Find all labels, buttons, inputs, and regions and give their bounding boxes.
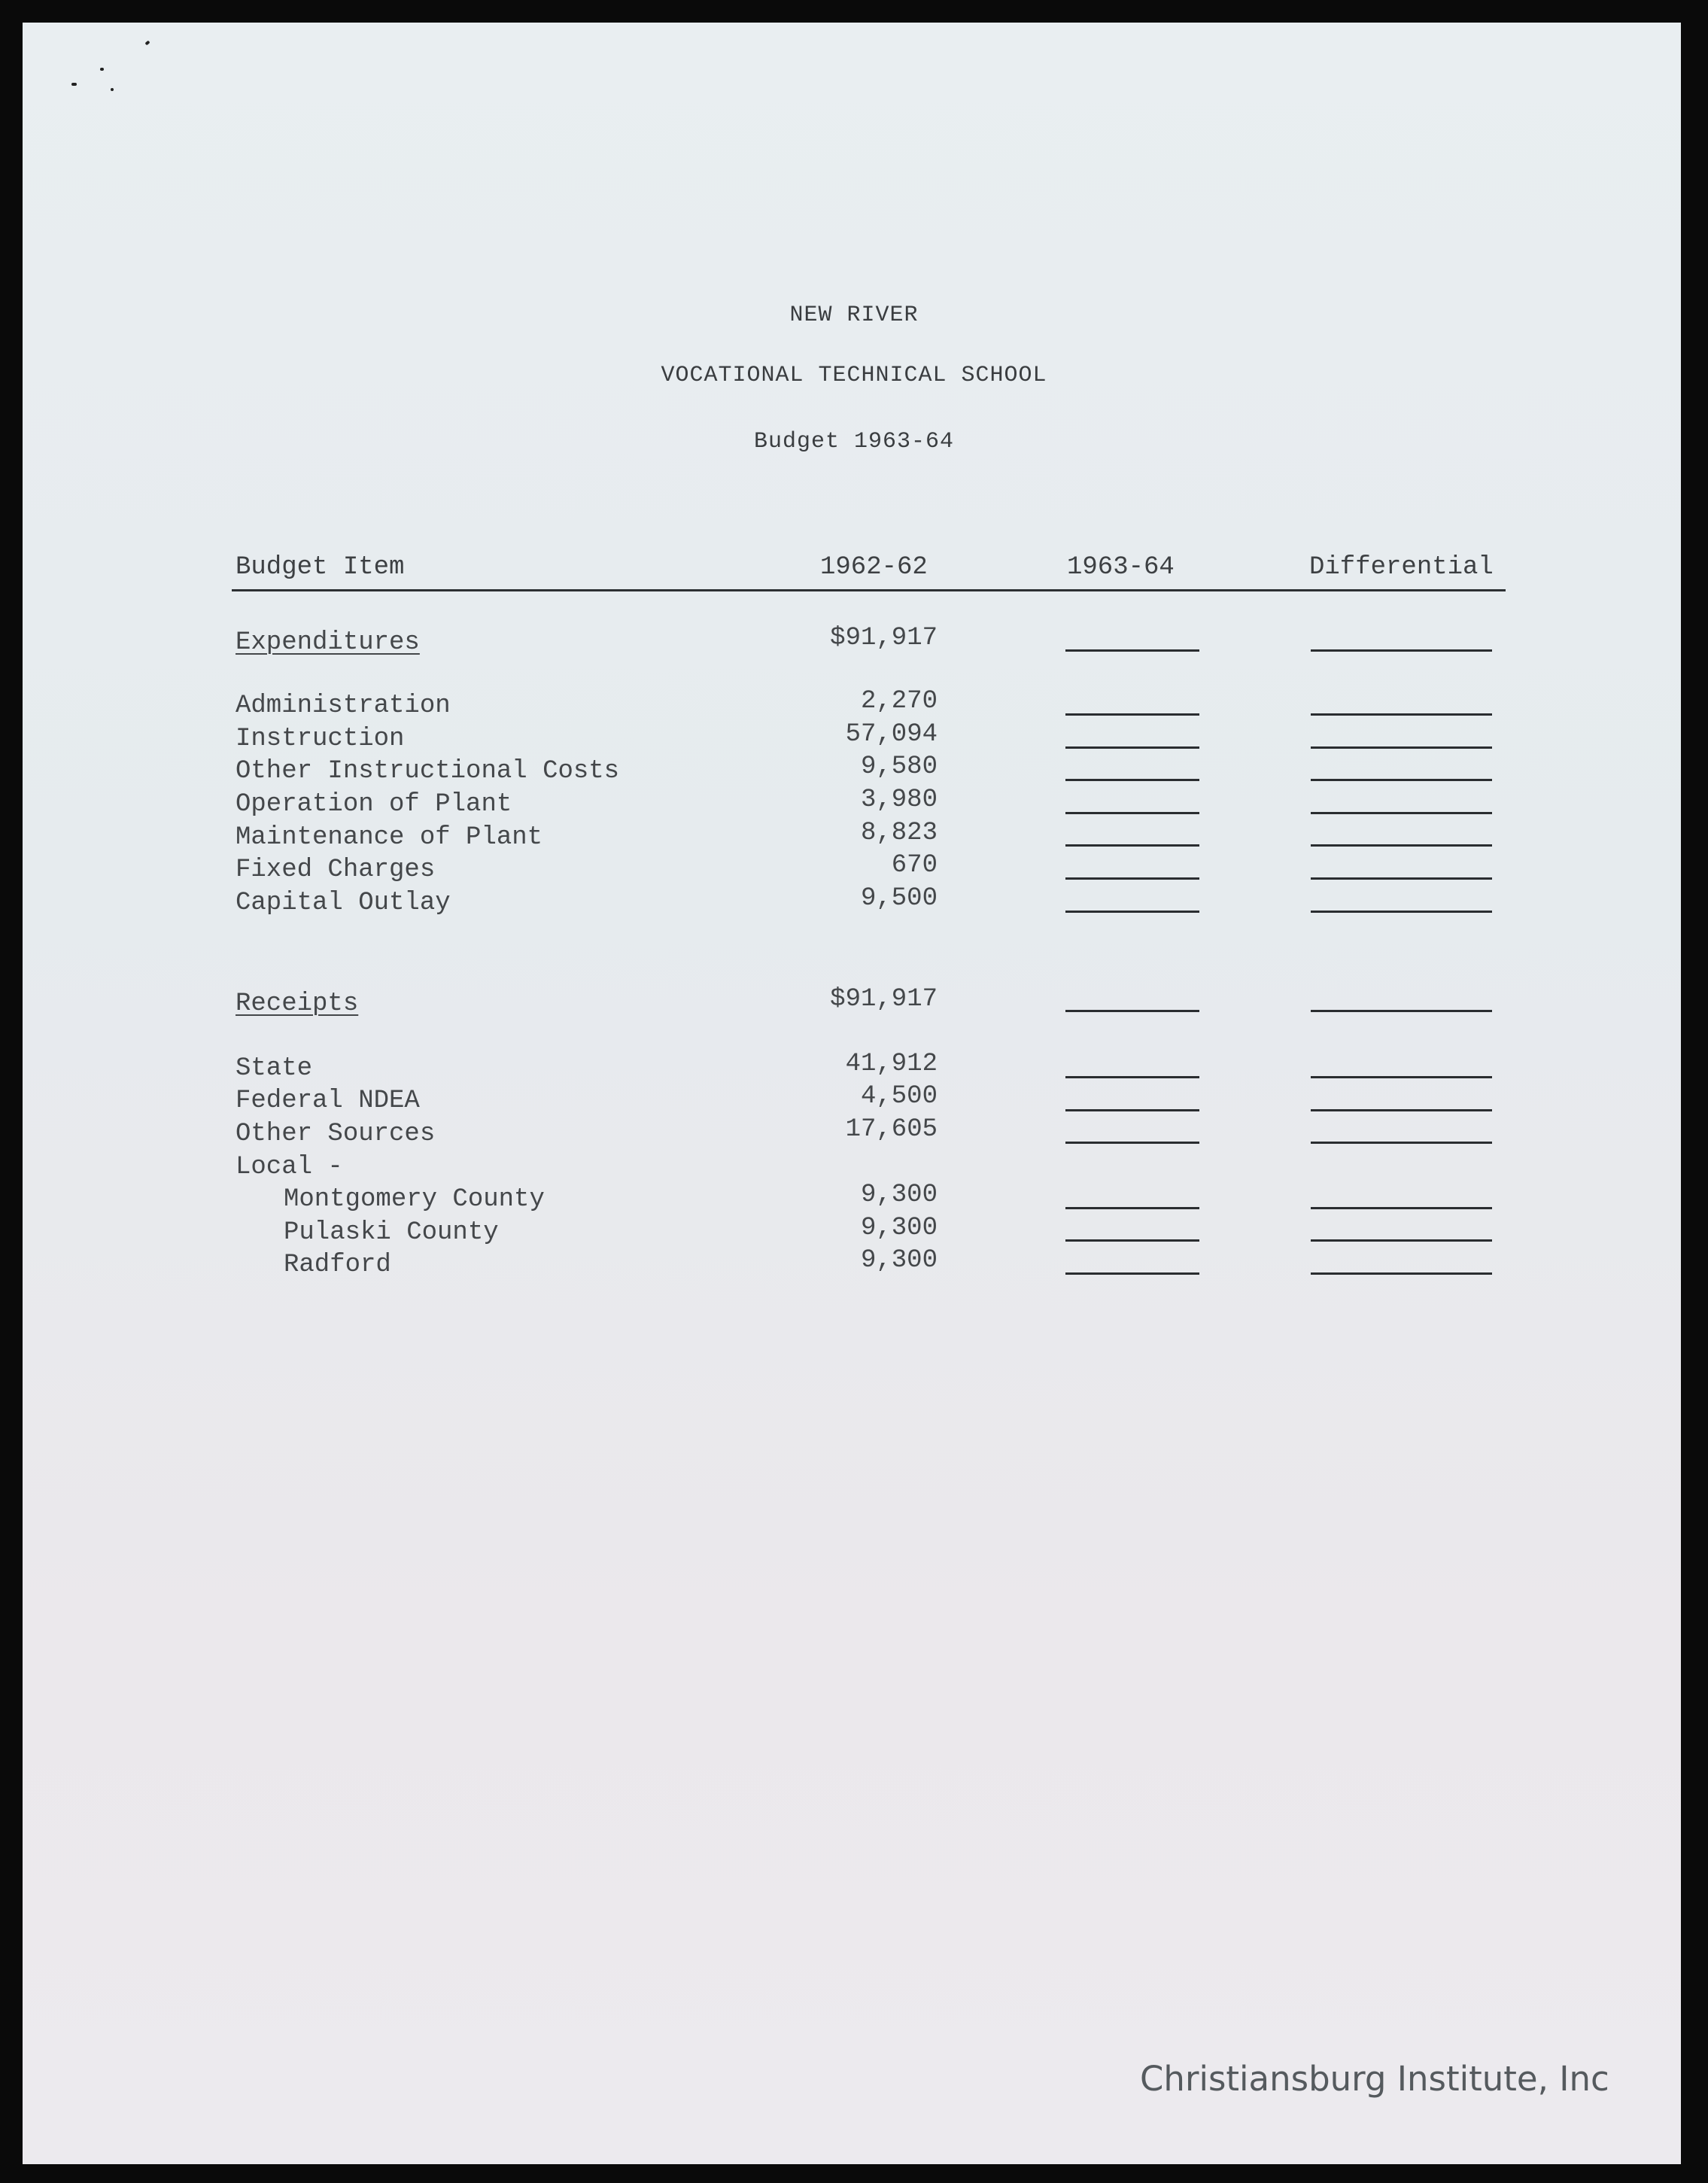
blank-differential bbox=[1311, 713, 1492, 716]
blank-1963-64 bbox=[1065, 1076, 1199, 1078]
row-label: Other Instructional Costs bbox=[236, 757, 620, 786]
column-header-differential: Differential bbox=[1309, 553, 1494, 582]
blank-1963-64 bbox=[1065, 1142, 1199, 1144]
column-header-budget-item: Budget Item bbox=[236, 553, 405, 582]
blank-1963-64 bbox=[1065, 812, 1199, 814]
blank-1963-64 bbox=[1065, 1010, 1199, 1012]
blank-differential bbox=[1311, 1142, 1492, 1144]
row-label: Montgomery County bbox=[284, 1185, 545, 1214]
row-label: Capital Outlay bbox=[236, 889, 451, 917]
blank-differential bbox=[1311, 911, 1492, 913]
row-label: Administration bbox=[236, 692, 451, 720]
blank-differential bbox=[1311, 649, 1492, 652]
blank-differential bbox=[1311, 1010, 1492, 1012]
row-label: Pulaski County bbox=[284, 1218, 499, 1247]
blank-1963-64 bbox=[1065, 911, 1199, 913]
budget-title: Budget 1963-64 bbox=[753, 429, 955, 455]
blank-1963-64 bbox=[1065, 713, 1199, 716]
expenditures-heading: Expenditures bbox=[236, 628, 420, 657]
row-value: 41,912 bbox=[845, 1050, 938, 1078]
blank-1963-64 bbox=[1065, 746, 1199, 749]
blank-differential bbox=[1311, 1207, 1492, 1209]
row-label: Operation of Plant bbox=[236, 790, 512, 819]
blank-1963-64 bbox=[1065, 1272, 1199, 1275]
blank-1963-64 bbox=[1065, 844, 1199, 847]
row-value: 9,300 bbox=[860, 1181, 938, 1209]
row-label: Instruction bbox=[236, 725, 405, 753]
row-label: Radford bbox=[284, 1251, 391, 1279]
blank-1963-64 bbox=[1065, 1239, 1199, 1242]
school-type: VOCATIONAL TECHNICAL SCHOOL bbox=[661, 363, 1047, 388]
blank-differential bbox=[1311, 779, 1492, 781]
blank-differential bbox=[1311, 1109, 1492, 1111]
row-value: 9,500 bbox=[860, 884, 938, 913]
blank-differential bbox=[1311, 1239, 1492, 1242]
blank-1963-64 bbox=[1065, 1207, 1199, 1209]
blank-differential bbox=[1311, 1076, 1492, 1078]
blank-differential bbox=[1311, 1272, 1492, 1275]
row-value: 9,580 bbox=[860, 752, 938, 781]
row-value: 670 bbox=[891, 851, 938, 880]
row-label: Maintenance of Plant bbox=[236, 823, 543, 852]
blank-1963-64 bbox=[1065, 877, 1199, 880]
row-value: 3,980 bbox=[860, 786, 938, 814]
row-label: Other Sources bbox=[236, 1120, 436, 1148]
header-rule bbox=[232, 589, 1506, 591]
watermark-text: Christiansburg Institute, Inc bbox=[1140, 2059, 1609, 2099]
blank-differential bbox=[1311, 877, 1492, 880]
row-value: 57,094 bbox=[845, 720, 938, 749]
receipts-total: $91,917 bbox=[830, 985, 938, 1014]
paper-specks bbox=[71, 34, 169, 94]
row-value: 2,270 bbox=[860, 687, 938, 716]
row-value: 17,605 bbox=[845, 1115, 938, 1144]
blank-1963-64 bbox=[1065, 779, 1199, 781]
blank-1963-64 bbox=[1065, 1109, 1199, 1111]
row-label: Local - bbox=[236, 1153, 343, 1181]
receipts-heading: Receipts bbox=[236, 990, 359, 1018]
row-label: Federal NDEA bbox=[236, 1087, 420, 1115]
blank-differential bbox=[1311, 746, 1492, 749]
blank-differential bbox=[1311, 844, 1492, 847]
row-value: 8,823 bbox=[860, 819, 938, 847]
row-value: 9,300 bbox=[860, 1214, 938, 1242]
blank-differential bbox=[1311, 812, 1492, 814]
row-label: Fixed Charges bbox=[236, 856, 436, 884]
row-value: 9,300 bbox=[860, 1246, 938, 1275]
row-label: State bbox=[236, 1054, 313, 1083]
column-header-1962-62: 1962-62 bbox=[820, 553, 928, 582]
column-header-1963-64: 1963-64 bbox=[1067, 553, 1175, 582]
school-name: NEW RIVER bbox=[789, 303, 919, 328]
row-value: 4,500 bbox=[860, 1082, 938, 1111]
expenditures-total: $91,917 bbox=[830, 624, 938, 652]
blank-1963-64 bbox=[1065, 649, 1199, 652]
